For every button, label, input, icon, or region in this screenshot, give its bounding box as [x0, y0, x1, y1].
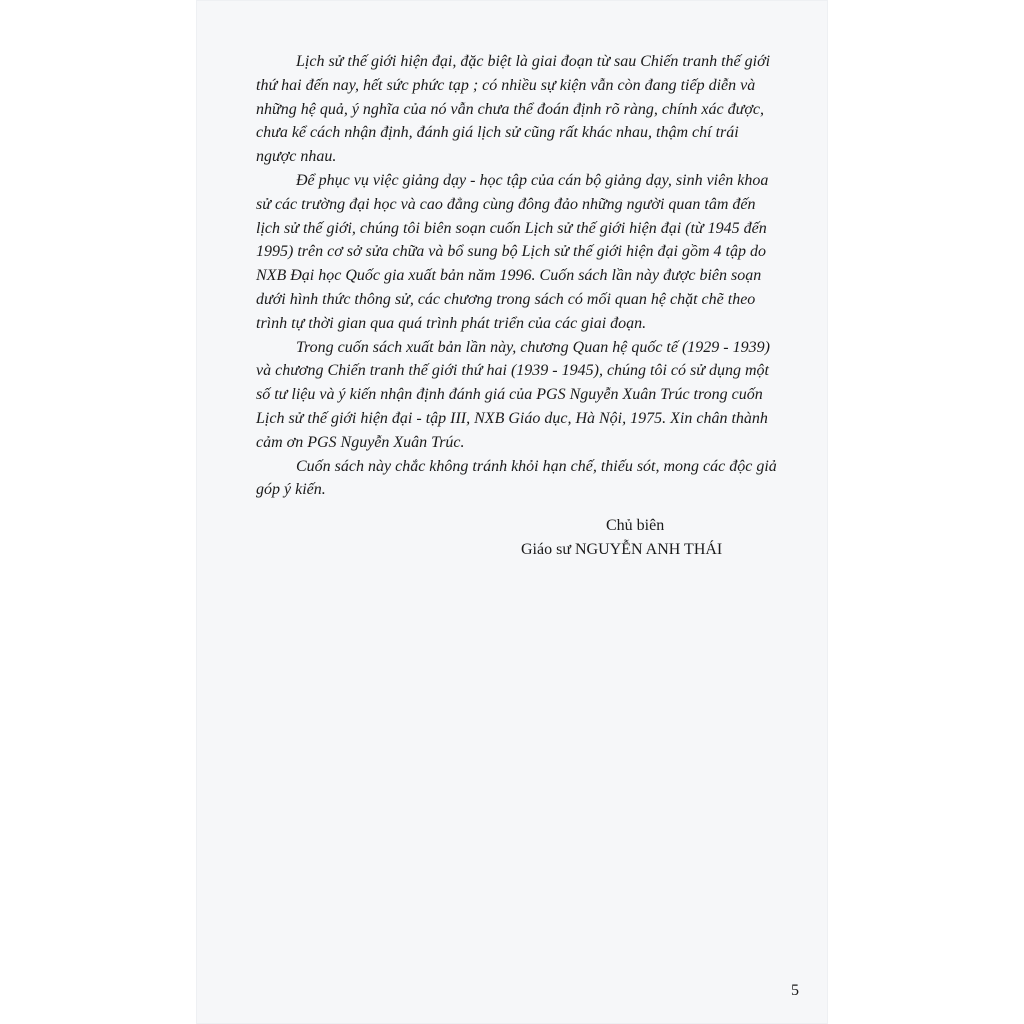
signature-name: Giáo sư NGUYỄN ANH THÁI [521, 541, 723, 558]
text-line: NXB Đại học Quốc gia xuất bản năm 1996. Cuốn sách lần này được biên soạn [256, 267, 762, 285]
paragraph-3 [256, 336, 811, 455]
page-number: 5 [791, 982, 799, 999]
text-line: ngược nhau. [256, 148, 337, 166]
text-line: 1995) trên cơ sở sửa chữa và bổ sung bộ Lịch sử thế giới hiện đại gồm 4 tập do [256, 243, 766, 261]
text-line: những hệ quả, ý nghĩa của nó vẫn chưa thể đoán định rõ ràng, chính xác được, [256, 100, 764, 118]
text-line: Trong cuốn sách xuất bản lần này, chương Quan hệ quốc tế (1929 - 1939) [296, 338, 770, 356]
text-line: Để phục vụ việc giảng dạy - học tập của cán bộ giảng dạy, sinh viên khoa [296, 171, 769, 189]
text-line: dưới hình thức thông sử, các chương trong sách có mối quan hệ chặt chẽ theo [256, 290, 756, 308]
text-line: Lịch sử thế giới hiện đại, đặc biệt là giai đoạn từ sau Chiến tranh thế giới [296, 53, 771, 70]
text-line: cảm ơn PGS Nguyễn Xuân Trúc. [256, 433, 465, 451]
text-line: Cuốn sách này chắc không tránh khỏi hạn chế, thiếu sót, mong các độc giả [296, 457, 777, 475]
book-page [196, 0, 828, 1024]
body-text [256, 50, 811, 502]
paragraph-2 [256, 169, 811, 336]
text-line: sử các trường đại học và cao đẳng cùng đông đảo những người quan tâm đến [256, 195, 756, 213]
text-line: số tư liệu và ý kiến nhận định đánh giá của PGS Nguyễn Xuân Trúc trong cuốn [256, 386, 763, 404]
signature-role: Chủ biên [606, 517, 665, 534]
text-line: góp ý kiến. [256, 481, 326, 499]
text-line: Lịch sử thế giới hiện đại - tập III, NXB Giáo dục, Hà Nội, 1975. Xin chân thành [256, 409, 768, 427]
text-line: thứ hai đến nay, hết sức phức tạp ; có nhiều sự kiện vẫn còn đang tiếp diễn và [256, 76, 756, 94]
paragraph-1 [256, 50, 811, 169]
paragraph-4 [256, 455, 811, 503]
text-line: trình tự thời gian qua quá trình phát triển của các giai đoạn. [256, 314, 647, 332]
text-line: và chương Chiến tranh thế giới thứ hai (1939 - 1945), chúng tôi có sử dụng một [256, 362, 769, 380]
text-line: chưa kể cách nhận định, đánh giá lịch sử cũng rất khác nhau, thậm chí trái [256, 124, 739, 142]
text-line: lịch sử thế giới, chúng tôi biên soạn cuốn Lịch sử thế giới hiện đại (từ 1945 đến [256, 219, 767, 237]
